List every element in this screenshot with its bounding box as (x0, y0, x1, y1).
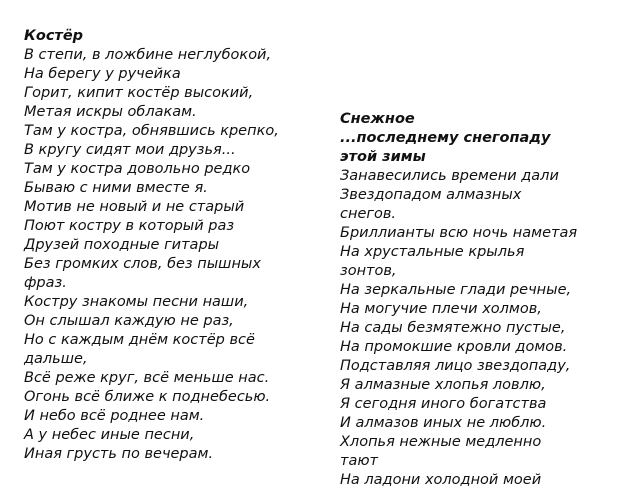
poem-line: На ладони холодной моей (340, 472, 542, 488)
poem-line: Бываю с ними вместе я. (24, 180, 208, 196)
poem-line: Костру знакомы песни наши, (24, 294, 249, 310)
poem-line: Хлопья нежные медленно (340, 434, 542, 450)
poem-line: Он слышал каждую не раз, (24, 313, 234, 329)
poem-line: дальше, (24, 351, 88, 367)
poem-line: тают (340, 453, 378, 469)
poem-line: Занавесились времени дали (340, 168, 559, 184)
poem-line: Иная грусть по вечерам. (24, 446, 214, 462)
poem-line: Звездопадом алмазных (340, 187, 522, 203)
poem-line: Там у костра довольно редко (24, 161, 251, 177)
poem-line: На промокшие кровли домов. (340, 339, 568, 355)
poem-line: Там у костра, обнявшись крепко, (24, 123, 279, 139)
poem-subtitle: этой зимы (340, 149, 426, 165)
poem-line: Бриллианты всю ночь наметая (340, 225, 578, 241)
poem-line: В степи, в ложбине неглубокой, (24, 47, 272, 63)
poem-line: Поют костру в который раз (24, 218, 235, 234)
poem-line: В кругу сидят мои друзья... (24, 142, 236, 158)
poem-subtitle: ...последнему снегопаду (340, 130, 551, 146)
poem-line: На сады безмятежно пустые, (340, 320, 566, 336)
poem-line: Я сегодня иного богатства (340, 396, 547, 412)
poem-line: Друзей походные гитары (24, 237, 220, 253)
poem-line: фраз. (24, 275, 67, 291)
poem-line: зонтов, (340, 263, 397, 279)
poem-line: Я алмазные хлопья ловлю, (340, 377, 546, 393)
poem-line: На берегу у ручейка (24, 66, 181, 82)
poem-line: На хрустальные крылья (340, 244, 525, 260)
poem-title: Снежное (340, 111, 415, 127)
poem-line: Подставляя лицо звездопаду, (340, 358, 571, 374)
poem-line: Огонь всё ближе к поднебесью. (24, 389, 271, 405)
poem-line: Всё реже круг, всё меньше нас. (24, 370, 270, 386)
poem-line: И алмазов иных не люблю. (340, 415, 547, 431)
poem-line: Но с каждым днём костёр всё (24, 332, 255, 348)
poem-line: Метая искры облакам. (24, 104, 197, 120)
poem-line: Без громких слов, без пышных (24, 256, 261, 272)
poem-kostyor (24, 27, 324, 464)
poem-snezhnoe (340, 110, 636, 490)
poem-line: На зеркальные глади речные, (340, 282, 572, 298)
poem-line: И небо всё роднее нам. (24, 408, 205, 424)
poem-line: Мотив не новый и не старый (24, 199, 245, 215)
poem-line: А у небес иные песни, (24, 427, 195, 443)
poem-line: Горит, кипит костёр высокий, (24, 85, 254, 101)
poem-title: Костёр (24, 28, 84, 44)
poem-line: На могучие плечи холмов, (340, 301, 542, 317)
poem-line: снегов. (340, 206, 397, 222)
